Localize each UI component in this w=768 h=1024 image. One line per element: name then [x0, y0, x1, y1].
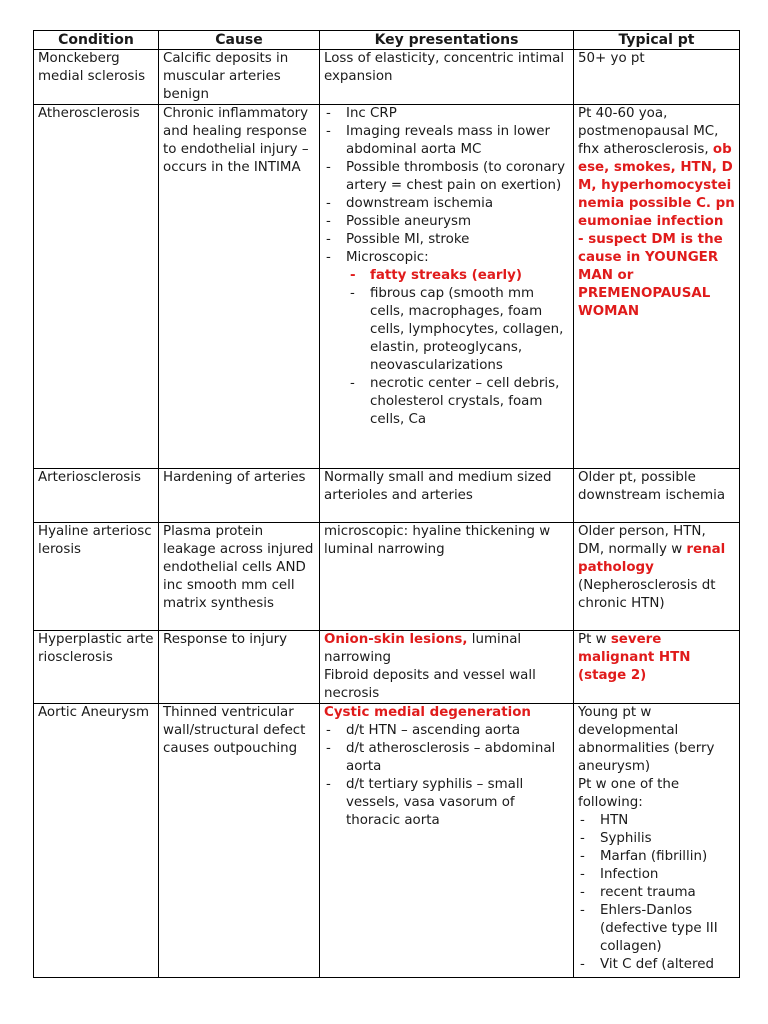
key-cell: Loss of elasticity, concentric intimal expansion	[320, 50, 574, 105]
key-text: luminal narrowing	[324, 632, 522, 665]
typical-text: Pt 40-60 yoa, postmenopausal MC, fhx atherosclerosis,	[578, 106, 719, 157]
table-row	[34, 704, 740, 978]
list-item: - Possible thrombosis (to coronary artery = chest pain on exertion)	[324, 159, 569, 195]
list-item-sub: - necrotic center – cell debris, cholesterol crystals, foam cells, Ca	[324, 375, 569, 429]
cause-cell: Thinned ventricular wall/structural defect causes outpouching	[159, 704, 320, 978]
table-row	[34, 469, 740, 523]
list-item: - Imaging reveals mass in lower abdominal aorta MC	[324, 123, 569, 159]
pathology-table	[33, 30, 740, 978]
typical-cell: 50+ yo pt	[574, 50, 740, 105]
list-item: - d/t HTN – ascending aorta	[324, 722, 569, 740]
renal-pathology-text: renal pathology	[578, 542, 726, 575]
typical-text: Older person, HTN, DM, normally w	[578, 524, 706, 557]
typical-text: Pt w	[578, 632, 607, 647]
condition-cell: Arteriosclerosis	[34, 469, 159, 523]
key-cell	[320, 631, 574, 704]
header-row	[34, 31, 740, 50]
cause-cell: Hardening of arteries	[159, 469, 320, 523]
header-typical-pt: Typical pt	[574, 31, 740, 50]
typical-text: Young pt w developmental abnormalities (berry aneurysm)	[578, 705, 715, 774]
list-item: - downstream ischemia	[324, 195, 569, 213]
table-row	[34, 523, 740, 631]
cause-cell: Response to injury	[159, 631, 320, 704]
condition-cell: Monckeberg medial sclerosis	[34, 50, 159, 105]
table-row	[34, 105, 740, 469]
list-item: - Vit C def (altered	[578, 956, 735, 974]
typical-cell	[574, 523, 740, 631]
list-item: - d/t atherosclerosis – abdominal aorta	[324, 740, 569, 776]
condition-cell: Hyperplastic arteriosclerosis	[34, 631, 159, 704]
cause-cell: Chronic inflammatory and healing response to endothelial injury – occurs in the INTIMA	[159, 105, 320, 469]
typical-note-text: (Nepherosclerosis dt chronic HTN)	[578, 578, 716, 611]
table-row	[34, 631, 740, 704]
key-cell	[320, 704, 574, 978]
key-cell: microscopic: hyaline thickening w luminal narrowing	[320, 523, 574, 631]
condition-cell: Aortic Aneurysm	[34, 704, 159, 978]
typical-cell	[574, 631, 740, 704]
dm-note-text: - suspect DM is the cause in YOUNGER MAN or PREMENOPAUSAL WOMAN	[578, 232, 723, 319]
cause-cell: Calcific deposits in muscular arteries benign	[159, 50, 320, 105]
table-row	[34, 50, 740, 105]
key-list	[324, 722, 569, 830]
header-cause: Cause	[159, 31, 320, 50]
list-item: - recent trauma	[578, 884, 735, 902]
key-cell: Normally small and medium sized arterioles and arteries	[320, 469, 574, 523]
list-item-sub: - fatty streaks (early)	[324, 267, 569, 285]
typical-list	[578, 812, 735, 974]
malignant-htn-text: severe malignant HTN (stage 2)	[578, 632, 691, 683]
list-item-sub: - fibrous cap (smooth mm cells, macrophages, foam cells, lymphocytes, collagen, elastin, proteoglycans, neovascularizations	[324, 285, 569, 375]
typical-cell: Older pt, possible downstream ischemia	[574, 469, 740, 523]
list-item: - Syphilis	[578, 830, 735, 848]
condition-cell: Hyaline arteriosclerosis	[34, 523, 159, 631]
key-text-line2: Fibroid deposits and vessel wall necrosis	[324, 668, 536, 701]
header-condition: Condition	[34, 31, 159, 50]
condition-cell: Atherosclerosis	[34, 105, 159, 469]
list-item: - Microscopic:	[324, 249, 569, 267]
onion-skin-text: Onion-skin lesions,	[324, 632, 468, 647]
key-list	[324, 105, 569, 429]
typical-cell	[574, 105, 740, 469]
list-item: - Possible aneurysm	[324, 213, 569, 231]
list-item: - Ehlers-Danlos (defective type III collagen)	[578, 902, 735, 956]
cystic-medial-text: Cystic medial degeneration	[324, 705, 531, 720]
typical-text-2: Pt w one of the following:	[578, 777, 680, 810]
list-item: - Possible MI, stroke	[324, 231, 569, 249]
key-cell	[320, 105, 574, 469]
list-item: - HTN	[578, 812, 735, 830]
list-item: - Infection	[578, 866, 735, 884]
list-item: - Inc CRP	[324, 105, 569, 123]
header-key-presentations: Key presentations	[320, 31, 574, 50]
typical-cell	[574, 704, 740, 978]
risk-factors-text: obese, smokes, HTN, DM, hyperhomocysteinemia possible C. pneumoniae infection	[578, 142, 735, 229]
list-item: - d/t tertiary syphilis – small vessels, vasa vasorum of thoracic aorta	[324, 776, 569, 830]
cause-cell: Plasma protein leakage across injured endothelial cells AND inc smooth mm cell matrix synthesis	[159, 523, 320, 631]
list-item: - Marfan (fibrillin)	[578, 848, 735, 866]
